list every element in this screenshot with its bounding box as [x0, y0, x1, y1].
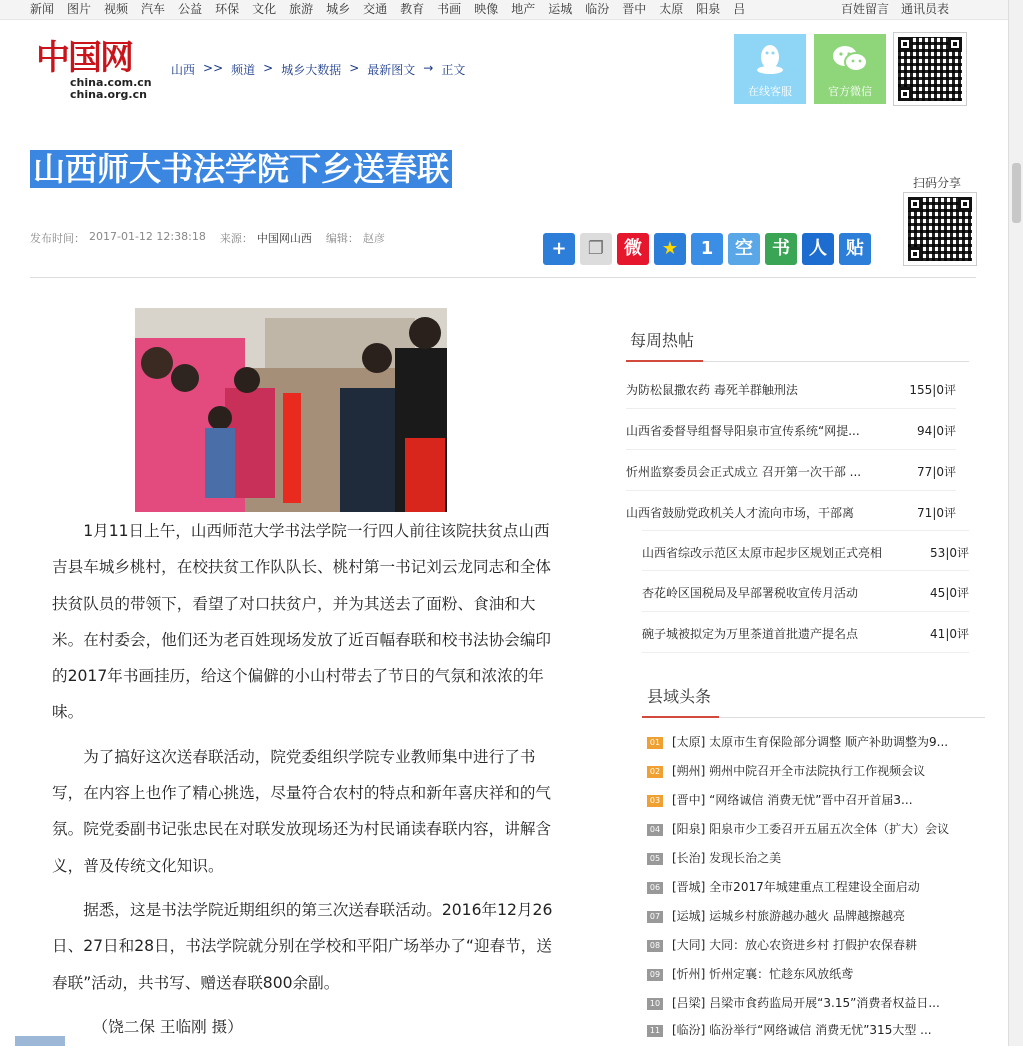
guestbook-link[interactable]: 百姓留言: [841, 2, 890, 16]
source-label: 来源：: [219, 232, 253, 245]
qq-penguin-icon: [734, 42, 806, 85]
article-paragraph: 据悉，这是书法学院近期组织的第三次送春联活动。2016年12月26日、27日和28日，书法学院就分别在学校和平阳广场举办了“迎春节，送春联”活动，共书写、赠送春联800余副。: [52, 900, 553, 992]
rank-badge: 05: [647, 853, 663, 865]
official-wechat-button[interactable]: [814, 34, 886, 104]
nav-link[interactable]: 书画: [437, 2, 462, 16]
breadcrumb: [171, 61, 473, 78]
county-news-item[interactable]: 09 [忻州] 忻州定襄：忙趁东风放纸鸢: [647, 961, 972, 990]
rank-badge: 02: [647, 766, 663, 778]
rank-badge: 07: [647, 911, 663, 923]
online-service-button[interactable]: [734, 34, 806, 104]
scan-share-label: 扫码分享: [913, 176, 962, 190]
county-news-item[interactable]: 03 [晋中] “网络诚信 消费无忧”晋中召开首届3...: [647, 787, 972, 816]
bookmark-icon[interactable]: 书: [765, 233, 797, 265]
county-news-item[interactable]: 05 [长治] 发现长治之美: [647, 845, 972, 874]
county-news-item[interactable]: 04 [阳泉] 阳泉市少工委召开五届五次全体（扩大）会议: [647, 816, 972, 845]
nav-link[interactable]: 太原: [659, 2, 684, 16]
hot-post-item[interactable]: 山西省鼓励党政机关人才流向市场，干部离 71|0评: [626, 506, 956, 520]
nav-link[interactable]: 交通: [363, 2, 388, 16]
nav-link[interactable]: 阳泉: [696, 2, 721, 16]
logo-mark: 中国网: [36, 38, 132, 78]
county-news-item[interactable]: 02 [朔州] 朔州中院召开全市法院执行工作视频会议: [647, 758, 972, 787]
wechat-icon: [814, 42, 886, 85]
breadcrumb-separator: >: [263, 61, 274, 75]
source-value: 中国网山西: [256, 232, 312, 245]
nav-link[interactable]: 城乡: [326, 2, 351, 16]
nav-link[interactable]: 吕: [733, 2, 746, 16]
weekly-hot-underline: [626, 361, 969, 362]
nav-link[interactable]: 图片: [67, 2, 92, 16]
county-news-item[interactable]: 11 [临汾] 临汾举行“网络诚信 消费无忧”315大型 ...: [647, 1017, 972, 1046]
rank-badge: 09: [647, 969, 663, 981]
tieba-icon[interactable]: 贴: [839, 233, 871, 265]
article-paragraph: 1月11日上午，山西师范大学书法学院一行四人前往该院扶贫点山西吉县车城乡桃村，在校扶贫工作队队长、桃村第一书记刘云龙同志和全体扶贫队员的带领下，看望了对口扶贫户，并为其送去了面粉、食油和大米。在村委会，他们还为老百姓现场发放了近百幅春联和校书法协会编印的2017年书画挂历，给这个偏僻的小山村带去了节日的气氛和浓浓的年味。: [52, 522, 552, 722]
nav-link[interactable]: 地产: [511, 2, 536, 16]
scrollbar-thumb[interactable]: [1012, 163, 1021, 223]
article-title: 山西师大书法学院下乡送春联: [30, 150, 452, 188]
correspondent-link[interactable]: 通讯员表: [901, 2, 950, 16]
weibo-icon[interactable]: 微: [617, 233, 649, 265]
county-news-item[interactable]: 08 [大同] 大同：放心农资进乡村 打假护农保春耕: [647, 932, 972, 961]
nav-link[interactable]: 新闻: [30, 2, 55, 16]
breadcrumb-item[interactable]: 频道: [231, 63, 256, 77]
breadcrumb-separator: >>: [203, 61, 224, 75]
logo-domain-1: china.com.cn: [70, 76, 152, 89]
editor-value: 赵彦: [362, 232, 385, 245]
article-meta: [30, 230, 389, 246]
one-share-icon[interactable]: 1: [691, 233, 723, 265]
logo-domain-2: china.org.cn: [70, 88, 147, 101]
breadcrumb-item[interactable]: 城乡大数据: [281, 63, 342, 77]
breadcrumb-item[interactable]: 最新图文: [367, 63, 416, 77]
county-news-item[interactable]: 01 [太原] 太原市生育保险部分调整 顺产补助调整为9...: [647, 729, 972, 758]
qzone-icon[interactable]: 空: [728, 233, 760, 265]
weekly-hot-title: 每周热帖: [630, 331, 695, 350]
nav-link[interactable]: 运城: [548, 2, 573, 16]
title-divider: [30, 277, 976, 278]
county-news-item[interactable]: 06 [晋城] 全市2017年城建重点工程建设全面启动: [647, 874, 972, 903]
nav-link[interactable]: 环保: [215, 2, 240, 16]
article-photo: [135, 308, 447, 512]
rank-badge: 01: [647, 737, 663, 749]
publish-time-label: 发布时间：: [30, 232, 85, 245]
nav-link[interactable]: 晋中: [622, 2, 647, 16]
rank-badge: 03: [647, 795, 663, 807]
hot-post-item[interactable]: 碗子城被拟定为万里茶道首批遗产提名点 41|0评: [642, 612, 969, 653]
nav-link[interactable]: 旅游: [289, 2, 314, 16]
nav-link[interactable]: 汽车: [141, 2, 166, 16]
photo-credit: （饶二保 王临刚 摄）: [92, 1017, 243, 1036]
breadcrumb-item[interactable]: 山西: [171, 63, 196, 77]
article-body: [52, 513, 558, 1053]
top-nav-links: [30, 0, 758, 18]
county-news-item[interactable]: 07 [运城] 运城乡村旅游越办越火 品牌越擦越亮: [647, 903, 972, 932]
horizontal-scrollbar-thumb[interactable]: [15, 1036, 65, 1046]
hot-post-item[interactable]: 杏花岭区国税局及早部署税收宣传月活动 45|0评: [642, 571, 969, 612]
county-news-underline: [642, 717, 985, 718]
county-news-item[interactable]: 10 [吕梁] 吕梁市食药监局开展“3.15”消费者权益日...: [647, 990, 972, 1019]
breadcrumb-separator: →: [423, 61, 434, 75]
hot-post-item[interactable]: 山西省综改示范区太原市起步区规划正式亮相 53|0评: [642, 530, 969, 571]
share-more-icon[interactable]: +: [543, 233, 575, 265]
nav-link[interactable]: 映像: [474, 2, 499, 16]
editor-label: 编辑：: [325, 232, 359, 245]
favorite-icon[interactable]: ★: [654, 233, 686, 265]
rank-badge: 11: [647, 1025, 663, 1037]
vertical-scrollbar[interactable]: [1008, 0, 1023, 1046]
share-toolbar: [543, 233, 876, 265]
rank-badge: 06: [647, 882, 663, 894]
official-wechat-label: 官方微信: [828, 85, 872, 98]
hot-post-item[interactable]: 为防松鼠撒农药 毒死羊群触刑法 155|0评: [626, 368, 956, 409]
top-nav-right: [841, 0, 961, 18]
nav-link[interactable]: 临汾: [585, 2, 610, 16]
breadcrumb-current: 正文: [441, 63, 466, 77]
breadcrumb-separator: >: [349, 61, 360, 75]
nav-link[interactable]: 教育: [400, 2, 425, 16]
top-nav: [0, 0, 1008, 20]
online-service-label: 在线客服: [748, 85, 792, 98]
nav-link[interactable]: 公益: [178, 2, 203, 16]
hot-post-item[interactable]: 山西省委督导组督导阳泉市宣传系统“网提... 94|0评: [626, 409, 956, 450]
copy-link-icon[interactable]: ❐: [580, 233, 612, 265]
site-logo[interactable]: [36, 30, 156, 102]
article-paragraph: 为了搞好这次送春联活动，院党委组织学院专业教师集中进行了书写，在内容上也作了精心挑选，尽量符合农村的特点和新年喜庆祥和的气氛。院党委副书记张忠民在对联发放现场还为村民诵读春联内容，讲解含义，普及传统文化知识。: [52, 747, 552, 875]
share-qr-code-icon: [904, 193, 976, 265]
rank-badge: 10: [647, 998, 663, 1010]
publish-time: 2017-01-12 12:38:18: [89, 230, 206, 243]
rank-badge: 04: [647, 824, 663, 836]
nav-link[interactable]: 视频: [104, 2, 129, 16]
nav-link[interactable]: 文化: [252, 2, 277, 16]
rank-badge: 08: [647, 940, 663, 952]
county-news-title: 县域头条: [647, 687, 712, 706]
renren-icon[interactable]: 人: [802, 233, 834, 265]
qr-code-icon: [894, 33, 966, 105]
hot-post-item[interactable]: 忻州监察委员会正式成立 召开第一次干部 ... 77|0评: [626, 450, 956, 491]
